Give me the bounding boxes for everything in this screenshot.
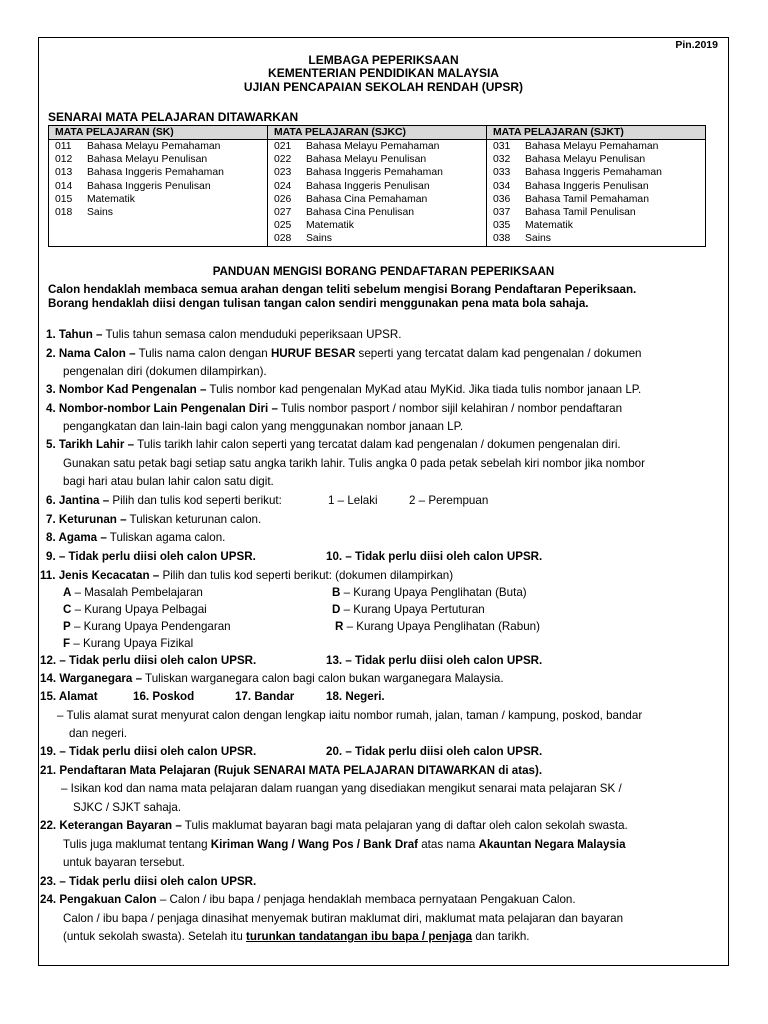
payee-name: Akauntan Negara Malaysia (478, 838, 626, 851)
item-22-line-2 (63, 838, 626, 851)
item-emphasis: HURUF BESAR (270, 347, 356, 360)
table-cell (268, 180, 487, 193)
subject-name: Matematik (525, 220, 573, 232)
item-20: 20. – Tidak perlu diisi oleh calon UPSR. (326, 745, 543, 758)
item-12: 12. – Tidak perlu diisi oleh calon UPSR. (40, 654, 257, 667)
item-label: 22. Keterangan Bayaran – (40, 819, 182, 832)
item-label: 2. Nama Calon – (46, 347, 136, 360)
table-cell (49, 166, 268, 179)
subject-name: Bahasa Cina Penulisan (306, 206, 415, 218)
item-23: 23. – Tidak perlu diisi oleh calon UPSR. (40, 875, 257, 888)
header-line-2: KEMENTERIAN PENDIDIKAN MALAYSIA (268, 66, 499, 80)
subject-code: 013 (55, 167, 73, 179)
subject-name: Bahasa Tamil Penulisan (525, 206, 636, 218)
code-letter: B (332, 586, 341, 599)
subject-name: Sains (87, 206, 113, 218)
intro-line-1: Calon hendaklah membaca semua arahan dengan teliti sebelum mengisi Borang Pendaftaran Peperiksaan. (48, 283, 637, 296)
subject-name: Bahasa Melayu Penulisan (306, 154, 427, 166)
subject-name: Bahasa Inggeris Pemahaman (87, 167, 224, 179)
column-header-sjkt: MATA PELAJARAN (SJKT) (487, 126, 706, 140)
subject-code: 014 (55, 180, 73, 192)
subject-name: Sains (525, 233, 551, 245)
subject-code: 022 (274, 154, 292, 166)
item-21: 21. Pendaftaran Mata Pelajaran (Rujuk SENARAI MATA PELAJARAN DITAWARKAN di atas). (40, 764, 543, 777)
item-3 (46, 383, 641, 396)
item-19: 19. – Tidak perlu diisi oleh calon UPSR. (40, 745, 257, 758)
signature-instruction: turunkan tandatangan ibu bapa / penjaga (246, 930, 473, 943)
item-15: 15. Alamat (40, 690, 98, 703)
item-label: 14. Warganegara – (40, 672, 143, 685)
subjects-table (48, 125, 706, 247)
table-cell (268, 166, 487, 179)
code-letter: D (332, 603, 341, 616)
item-text: Tuliskan keturunan calon. (126, 513, 262, 526)
subject-name: Bahasa Inggeris Penulisan (306, 180, 430, 192)
subject-code: 038 (493, 233, 511, 245)
subject-code: 028 (274, 233, 292, 245)
payment-methods: Kiriman Wang / Wang Pos / Bank Draf (210, 838, 419, 851)
header-line-1: LEMBAGA PEPERIKSAAN (308, 53, 459, 67)
item-text: Tulis tarikh lahir calon seperti yang tercatat dalam kad pengenalan / dokumen pengenalan diri. (134, 438, 621, 451)
table-cell (268, 153, 487, 166)
item-label: 24. Pengakuan Calon (40, 893, 157, 906)
subject-name: Bahasa Tamil Pemahaman (525, 193, 649, 205)
subject-code: 033 (493, 167, 511, 179)
subjects-title: SENARAI MATA PELAJARAN DITAWARKAN (48, 110, 299, 124)
subject-code: 031 (493, 141, 511, 152)
disability-code-r (335, 620, 540, 633)
column-header-sjkc: MATA PELAJARAN (SJKC) (268, 126, 487, 140)
item-label: 8. Agama – (46, 531, 107, 544)
table-row (49, 219, 706, 232)
item-text: Tulis nombor kad pengenalan MyKad atau MyKid. Jika tiada tulis nombor janaan LP. (206, 383, 642, 396)
code-letter: C (63, 603, 72, 616)
subject-name: Bahasa Inggeris Penulisan (525, 180, 649, 192)
item-text: seperti yang tercatat dalam kad pengenalan / dokumen (355, 347, 642, 360)
code-letter: F (63, 637, 71, 650)
item-label: 4. Nombor-nombor Lain Pengenalan Diri – (46, 402, 278, 415)
item-text: – Calon / ibu bapa / penjaga hendaklah membaca pernyataan Pengakuan Calon. (156, 893, 576, 906)
code-letter: A (63, 586, 72, 599)
header-line-3: UJIAN PENCAPAIAN SEKOLAH RENDAH (UPSR) (243, 80, 524, 94)
subject-name: Matematik (87, 193, 135, 205)
table-cell (268, 206, 487, 219)
code-text: – Kurang Upaya Fizikal (70, 637, 194, 650)
subject-code: 036 (493, 193, 511, 205)
table-row (49, 180, 706, 193)
item-text: Tulis nombor pasport / nombor sijil kelahiran / nombor pendaftaran (277, 402, 623, 415)
item-17: 17. Bandar (235, 690, 295, 703)
table-row (49, 193, 706, 206)
subject-name: Bahasa Melayu Pemahaman (306, 141, 440, 152)
item-text: Tuliskan agama calon. (106, 531, 226, 544)
subject-name: Bahasa Melayu Pemahaman (525, 141, 659, 152)
table-cell (487, 193, 706, 206)
subject-code: 023 (274, 167, 292, 179)
table-cell (487, 206, 706, 219)
item-label: 1. Tahun – (46, 328, 103, 341)
guide-title: PANDUAN MENGISI BORANG PENDAFTARAN PEPERIKSAAN (212, 265, 555, 278)
subject-code: 025 (274, 220, 292, 232)
item-22 (40, 819, 628, 832)
subject-code: 024 (274, 180, 292, 192)
item-14 (40, 672, 504, 685)
item-label: 11. Jenis Kecacatan – (40, 569, 160, 582)
subject-code: 018 (55, 206, 73, 218)
item-text: Pilih dan tulis kod seperti berikut: (109, 494, 282, 507)
code-text: – Kurang Upaya Pertuturan (340, 603, 485, 616)
table-row (49, 140, 706, 154)
table-cell (487, 153, 706, 166)
subject-name: Matematik (306, 220, 354, 232)
gender-option-male: 1 – Lelaki (328, 494, 378, 507)
code-text: – Masalah Pembelajaran (71, 586, 203, 599)
form-frame (38, 37, 729, 966)
subject-name: Bahasa Cina Pemahaman (306, 193, 428, 205)
subject-name: Bahasa Melayu Pemahaman (87, 141, 221, 152)
table-cell (268, 232, 487, 246)
item-5 (46, 438, 621, 451)
disability-code-a (63, 586, 203, 599)
item-label: 5. Tarikh Lahir – (46, 438, 135, 451)
table-cell (49, 232, 268, 246)
subject-name: Bahasa Inggeris Penulisan (87, 180, 211, 192)
table-cell (487, 219, 706, 232)
item-10: 10. – Tidak perlu diisi oleh calon UPSR. (326, 550, 543, 563)
item-5-line-2: Gunakan satu petak bagi setiap satu angka tarikh lahir. Tulis angka 0 pada petak sebelah kiri nombor jika nombor (63, 457, 645, 470)
item-text: dan tarikh. (472, 930, 530, 943)
code-text: – Kurang Upaya Penglihatan (Rabun) (343, 620, 540, 633)
disability-code-c (63, 603, 207, 616)
item-label: 3. Nombor Kad Pengenalan – (46, 383, 207, 396)
table-cell (268, 193, 487, 206)
item-2-line-2: pengenalan diri (dokumen dilampirkan). (63, 365, 267, 378)
subject-code: 012 (55, 154, 73, 166)
item-1 (46, 328, 402, 341)
item-22-line-3: untuk bayaran tersebut. (63, 856, 185, 869)
subject-code: 037 (493, 206, 511, 218)
form-code: Pin.2019 (675, 39, 718, 51)
item-24-line-2: Calon / ibu bapa / penjaga dinasihat menyemak butiran maklumat diri, maklumat mata pelajaran dan bayaran (63, 912, 624, 925)
item-text: atas nama (418, 838, 479, 851)
item-2 (46, 347, 642, 360)
subject-code: 015 (55, 193, 73, 205)
item-text: Tulis nama calon dengan (135, 347, 271, 360)
code-text: – Kurang Upaya Penglihatan (Buta) (340, 586, 527, 599)
subject-name: Bahasa Melayu Penulisan (525, 154, 646, 166)
code-text: – Kurang Upaya Pelbagai (71, 603, 207, 616)
item-text: (untuk sekolah swasta). Setelah itu (63, 930, 247, 943)
table-cell (268, 140, 487, 154)
table-cell (487, 180, 706, 193)
table-cell (487, 166, 706, 179)
item-4 (46, 402, 622, 415)
subject-code: 027 (274, 206, 292, 218)
table-cell (49, 180, 268, 193)
item-21-text: – Isikan kod dan nama mata pelajaran dalam ruangan yang disediakan mengikut senarai mata pelajaran SK / (61, 782, 622, 795)
disability-code-f (63, 637, 193, 650)
item-21-line-2: SJKC / SJKT sahaja. (73, 801, 182, 814)
intro-line-2: Borang hendaklah diisi dengan tulisan tangan calon sendiri menggunakan pena mata bola sahaja. (48, 297, 589, 310)
table-row (49, 153, 706, 166)
disability-code-p (63, 620, 231, 633)
table-cell (49, 153, 268, 166)
item-text: Tulis juga maklumat tentang (63, 838, 211, 851)
table-cell (49, 206, 268, 219)
table-row (49, 166, 706, 179)
table-row (49, 232, 706, 246)
item-label: 7. Keturunan – (46, 513, 127, 526)
item-13: 13. – Tidak perlu diisi oleh calon UPSR. (326, 654, 543, 667)
table-cell (487, 140, 706, 154)
item-text: Pilih dan tulis kod seperti berikut: (dokumen dilampirkan) (159, 569, 454, 582)
code-letter: R (335, 620, 344, 633)
item-24-line-3 (63, 930, 530, 943)
item-4-line-2: pengangkatan dan lain-lain bagi calon yang menggunakan nombor janaan LP. (63, 420, 464, 433)
item-7 (46, 513, 261, 526)
item-16: 16. Poskod (133, 690, 195, 703)
item-text: Tulis maklumat bayaran bagi mata pelajaran yang di daftar oleh calon sekolah swasta. (181, 819, 628, 832)
subject-name: Sains (306, 233, 332, 245)
subjects-table-header (49, 126, 706, 140)
subject-name: Bahasa Inggeris Pemahaman (525, 167, 662, 179)
item-5-line-3: bagi hari atau bulan lahir calon satu digit. (63, 475, 274, 488)
code-text: – Kurang Upaya Pendengaran (70, 620, 231, 633)
subject-code: 032 (493, 154, 511, 166)
table-cell (49, 193, 268, 206)
subject-name: Bahasa Inggeris Pemahaman (306, 167, 443, 179)
subjects-table-body (49, 140, 706, 247)
disability-code-d (332, 603, 485, 616)
item-8 (46, 531, 225, 544)
code-letter: P (63, 620, 71, 633)
item-label: 6. Jantina – (46, 494, 110, 507)
subject-name: Bahasa Melayu Penulisan (87, 154, 208, 166)
subject-code: 026 (274, 193, 292, 205)
subject-code: 035 (493, 220, 511, 232)
disability-code-b (332, 586, 527, 599)
gender-option-female: 2 – Perempuan (409, 494, 489, 507)
subject-code: 034 (493, 180, 511, 192)
item-text: Tuliskan warganegara calon bagi calon bukan warganegara Malaysia. (142, 672, 504, 685)
table-cell (49, 140, 268, 154)
subject-code: 021 (274, 141, 292, 152)
item-15-text: – Tulis alamat surat menyurat calon dengan lengkap iaitu nombor rumah, jalan, taman / kampung, poskod, bandar (57, 709, 643, 722)
item-text: Tulis tahun semasa calon menduduki peperiksaan UPSR. (102, 328, 402, 341)
item-9: 9. – Tidak perlu diisi oleh calon UPSR. (46, 550, 256, 563)
table-cell (49, 219, 268, 232)
item-6 (46, 494, 282, 507)
column-header-sk: MATA PELAJARAN (SK) (49, 126, 268, 140)
table-cell (268, 219, 487, 232)
item-18: 18. Negeri. (326, 690, 385, 703)
table-cell (487, 232, 706, 246)
item-15-line-2: dan negeri. (69, 727, 128, 740)
subject-code: 011 (55, 141, 72, 152)
table-row (49, 206, 706, 219)
item-11 (40, 569, 453, 582)
item-24 (40, 893, 576, 906)
